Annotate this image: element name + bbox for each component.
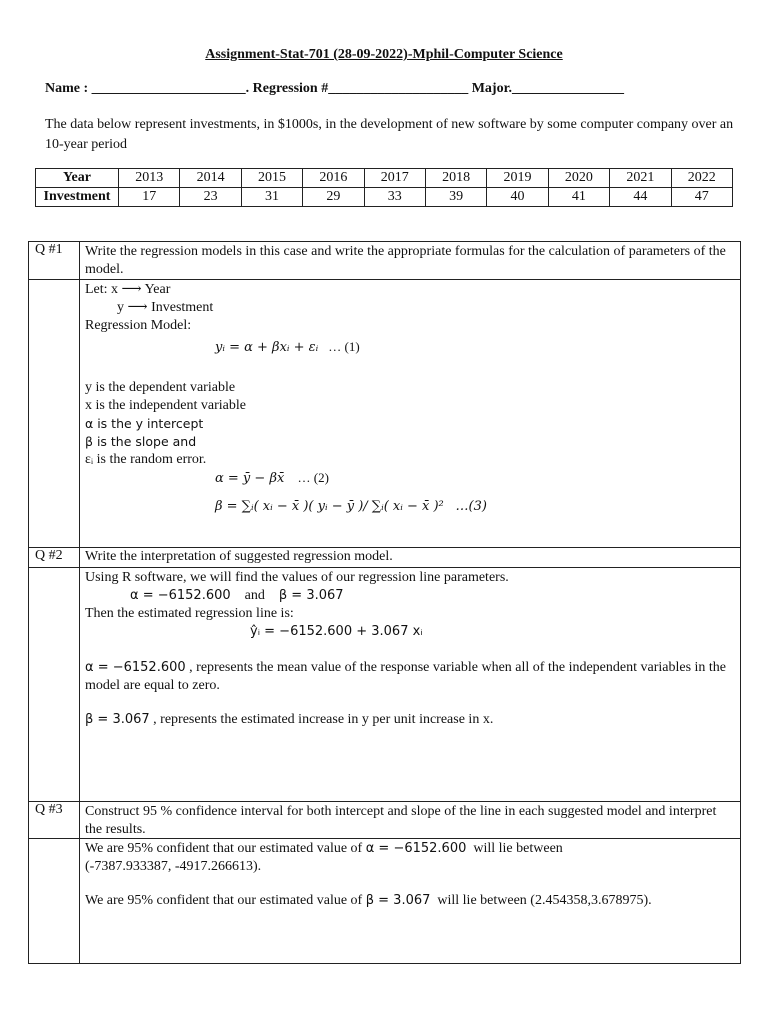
q3-answer xyxy=(80,839,740,964)
alpha-ci-post: will lie between xyxy=(473,841,563,856)
equation-3: β = ∑ᵢ( xᵢ − x̄ )( yᵢ − ȳ )/ ∑ᵢ( xᵢ − x̄ )² xyxy=(215,499,444,514)
alpha-ci-pre: We are 95% confident that our estimated value of xyxy=(85,841,363,856)
table-row-investment xyxy=(36,188,733,207)
alpha-interp-text: , represents the mean value of the response variable when all of the independent variables in the model are equal to zero. xyxy=(85,660,727,693)
q3-question: Construct 95 % confidence interval for both intercept and slope of the line in each suggested model and interpret the results. xyxy=(85,804,717,837)
dep-var-text: y is the dependent variable xyxy=(85,380,236,395)
investment-cell: 29 xyxy=(303,188,364,207)
q1-label: Q #1 xyxy=(29,242,80,279)
q1-answer xyxy=(80,280,740,548)
year-cell: 2014 xyxy=(180,169,241,188)
year-cell: 2017 xyxy=(364,169,425,188)
equation-2-ref: … (2) xyxy=(297,470,329,485)
q1-question: Write the regression models in this case and write the appropriate formulas for the calculation of parameters of the model. xyxy=(85,244,726,277)
investment-header: Investment xyxy=(36,188,119,207)
year-cell: 2022 xyxy=(671,169,732,188)
q2-question: Write the interpretation of suggested regression model. xyxy=(85,549,393,564)
year-cell: 2019 xyxy=(487,169,548,188)
indep-var-text: x is the independent variable xyxy=(85,398,246,413)
q1-block xyxy=(28,241,741,548)
year-cell: 2021 xyxy=(610,169,671,188)
page-title: Assignment-Stat-701 (28-09-2022)-Mphil-Computer Science xyxy=(205,47,563,62)
investment-cell: 23 xyxy=(180,188,241,207)
investment-cell: 39 xyxy=(425,188,486,207)
q2-line2: Then the estimated regression line is: xyxy=(85,606,294,621)
q2-line1: Using R software, we will find the values of our regression line parameters. xyxy=(85,570,509,585)
q2-label: Q #2 xyxy=(29,548,80,567)
q3-block xyxy=(28,801,741,964)
alpha-def: α is the y intercept xyxy=(85,416,204,431)
investment-cell: 31 xyxy=(241,188,302,207)
alpha-ci-math: α = −6152.600 xyxy=(365,841,467,856)
beta-ci-post: will lie between (2.454358,3.678975). xyxy=(437,893,652,908)
data-table xyxy=(35,168,733,207)
year-cell: 2018 xyxy=(425,169,486,188)
investment-cell: 44 xyxy=(610,188,671,207)
let-y: y ⟶ Investment xyxy=(117,300,214,315)
q3-label: Q #3 xyxy=(29,802,80,838)
investment-cell: 47 xyxy=(671,188,732,207)
let-x: Let: x ⟶ Year xyxy=(85,282,171,297)
year-cell: 2015 xyxy=(241,169,302,188)
beta-def: β is the slope and xyxy=(85,434,197,449)
beta-interp-text: , represents the estimated increase in y per unit increase in x. xyxy=(153,712,494,727)
q2-block xyxy=(28,547,741,802)
beta-ci-math: β = 3.067 xyxy=(365,893,431,908)
beta-ci-pre: We are 95% confident that our estimated value of xyxy=(85,893,363,908)
alpha-value: α = −6152.600 xyxy=(130,588,231,603)
year-header: Year xyxy=(36,169,119,188)
alpha-ci-interval: (-7387.933387, -4917.266613). xyxy=(85,859,262,874)
and-text: and xyxy=(244,588,265,603)
year-cell: 2013 xyxy=(119,169,180,188)
estimated-equation: ŷᵢ = −6152.600 + 3.067 xᵢ xyxy=(250,624,423,639)
name-line: Name : ______________________. Regression #____________________ Major.________________ xyxy=(45,81,625,96)
model-label: Regression Model: xyxy=(85,318,192,333)
year-cell: 2020 xyxy=(548,169,609,188)
equation-1-ref: … (1) xyxy=(328,339,360,354)
eps-def: εᵢ is the random error. xyxy=(85,452,207,467)
investment-cell: 33 xyxy=(364,188,425,207)
investment-cell: 17 xyxy=(119,188,180,207)
alpha-interp-math: α = −6152.600 xyxy=(85,660,186,675)
beta-value: β = 3.067 xyxy=(278,588,344,603)
q2-answer xyxy=(80,568,740,802)
equation-3-ref: …(3) xyxy=(455,499,487,514)
intro-text: The data below represent investments, in $1000s, in the development of new software by some computer company over an 10-year period xyxy=(45,117,734,152)
investment-cell: 40 xyxy=(487,188,548,207)
year-cell: 2016 xyxy=(303,169,364,188)
equation-1: yᵢ = α + βxᵢ + εᵢ xyxy=(215,340,319,355)
investment-cell: 41 xyxy=(548,188,609,207)
equation-2: α = ȳ − βx̄ xyxy=(215,471,285,486)
table-row-year xyxy=(36,169,733,188)
beta-interp-math: β = 3.067 xyxy=(85,712,150,727)
